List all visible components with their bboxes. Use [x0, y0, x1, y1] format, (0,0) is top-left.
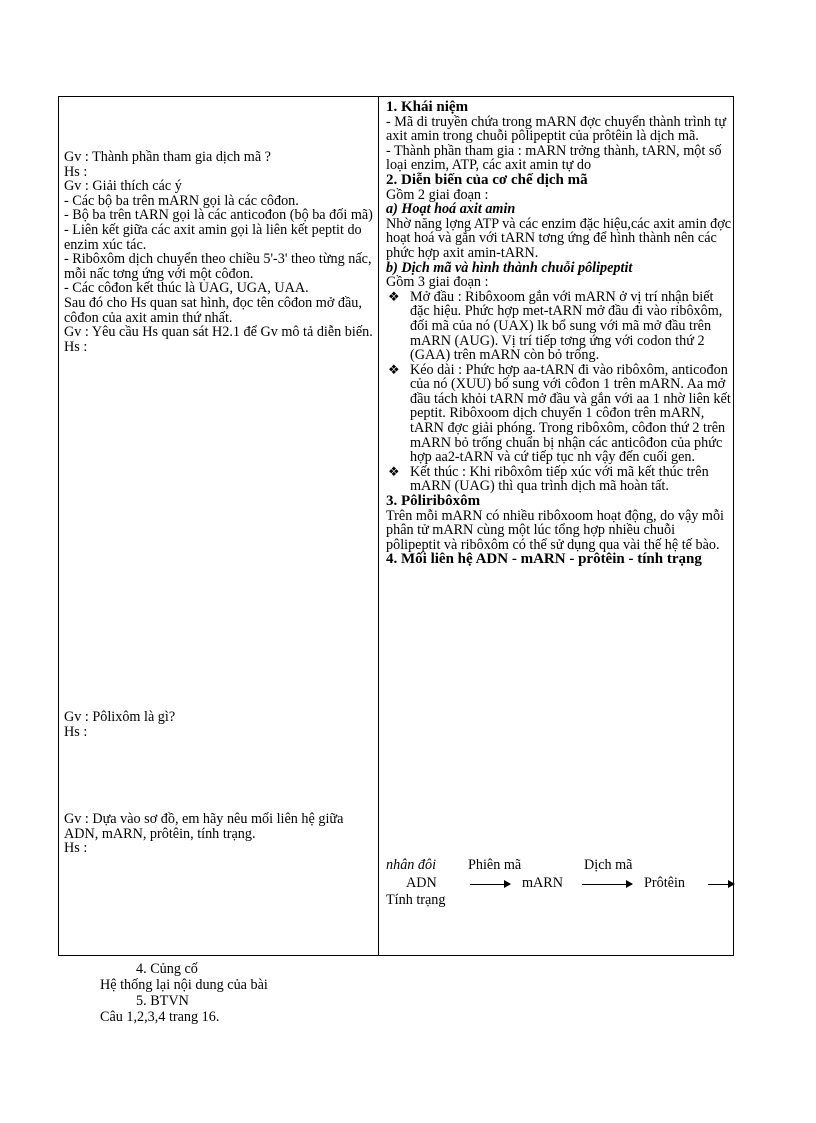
- section-heading: 4. Mối liên hệ ADN - mARN - prôtêin - tính trạng: [386, 551, 702, 568]
- paragraph: Nhờ năng lợng ATP và các enzim đặc hiệu,các axit amin đợc hoạt hoá và gắn với tARN tơng ứng để hình thành nên các phức hợp axit amin-tARN.: [386, 215, 732, 261]
- bullet-text: Mở đầu : Ribôxoom gắn với mARN ở vị trí nhận biết đặc hiệu. Phức hợp met-tARN mở đầu đi vào ribôxôm, đối mã của nó (UAX) lk bổ sung với mã mở đầu trên mARN (AUG). Vị trí tiếp tơng ứng với codon thứ 2 (GAA) trên mARN còn bỏ trống.: [410, 288, 723, 364]
- paragraph: Gồm 3 giai đoạn :: [386, 274, 489, 291]
- diamond-bullet-icon: ❖: [388, 463, 400, 479]
- footer-consolidation-text: Hệ thống lại nội dung của bài: [100, 977, 268, 993]
- column-divider: [378, 96, 379, 956]
- content-column: [386, 100, 732, 567]
- bullet-text: Kéo dài : Phức hợp aa-tARN đi vào ribôxôm, anticođon của nó (XUU) bổ sung với côđon 1 trên mARN. Aa mở đầu tách khỏi tARN mở đầu và gắn với aa 1 nhờ liên kết peptit. Ribôxoom dịch chuyển 1 côđon trên mARN, tARN đợc giải phóng. Trong ribôxôm, côđon thứ 2 trên mARN bỏ trống chuẩn bị nhận các anticôđon của phức hợp aa2-tARN và cứ tiếp tục nh vậy đến cuối gen.: [410, 361, 731, 466]
- left-text: Gv : Yêu cầu Hs quan sát H2.1 để Gv mô tả diễn biến.: [64, 324, 373, 341]
- subsection-heading: a) Hoạt hoá axit amin: [386, 201, 516, 218]
- paragraph: - Mã di truyền chứa trong mARN đợc chuyển thành trình tự axit amin trong chuỗi pôlipeptit của prôtêin là dịch mã.: [386, 113, 727, 145]
- left-text: Gv : Giải thích các ý: [64, 178, 182, 195]
- left-text: Hs :: [64, 840, 88, 857]
- left-text: Hs :: [64, 723, 88, 740]
- label-phien-ma: Phiên mã: [468, 857, 522, 873]
- bullet-item: [386, 465, 732, 494]
- bullet-item: [386, 290, 732, 363]
- left-text: Hs :: [64, 338, 88, 355]
- left-text: - Các côđon kết thúc là UAG, UGA, UAA.: [64, 280, 309, 297]
- bullet-text: Kết thúc : Khi ribôxôm tiếp xúc với mã kết thúc trên mARN (UAG) thì qua trình dịch mã hoàn tất.: [410, 463, 709, 495]
- teacher-activity-block-2: [64, 710, 374, 739]
- arrow-right-icon: [470, 884, 510, 885]
- left-text: Gv : Thành phần tham gia dịch mã ?: [64, 149, 271, 165]
- left-text: - Các bộ ba trên mARN gọi là các côđon.: [64, 192, 299, 209]
- footer-consolidation-heading: 4. Củng cố: [136, 961, 198, 977]
- left-text: - Liên kết giữa các axit amin gọi là liên kết peptit do enzim xúc tác.: [64, 221, 362, 253]
- paragraph: Trên mỗi mARN có nhiều ribôxoom hoạt động, do vậy mỗi phân tử mARN cùng một lúc tổng hợp nhiều chuỗi pôlipeptit và ribôxôm có thể sử dụng qua vài thế hệ tế bào.: [386, 507, 724, 553]
- left-text: - Ribôxôm dịch chuyển theo chiều 5'-3' theo từng nấc, mỗi nấc tơng ứng với một côđon.: [64, 251, 372, 282]
- adn-marn-protein-flow: [386, 858, 736, 908]
- diamond-bullet-icon: ❖: [388, 288, 400, 304]
- arrow-right-icon: [582, 884, 632, 885]
- section-heading: 3. Pôliribôxôm: [386, 493, 481, 510]
- label-nhan-doi: nhân đôi: [386, 857, 437, 873]
- node-marn: mARN: [522, 875, 563, 891]
- left-text: - Bộ ba trên tARN gọi là các anticođon (bộ ba đối mã): [64, 207, 373, 224]
- bullet-item: [386, 363, 732, 465]
- footer-homework-heading: 5. BTVN: [136, 993, 189, 1009]
- left-text: Gv : Pôlixôm là gì?: [64, 709, 176, 725]
- paragraph: - Thành phần tham gia : mARN trởng thành, tARN, một số loại enzim, ATP, các axit amin tự do: [386, 142, 722, 174]
- footer-homework-text: Câu 1,2,3,4 trang 16.: [100, 1009, 220, 1025]
- section-heading: 1. Khái niệm: [386, 99, 469, 115]
- paragraph: Gồm 2 giai đoạn :: [386, 186, 489, 203]
- left-text: Gv : Dựa vào sơ đồ, em hãy nêu mối liên hệ giữa ADN, mARN, prôtêin, tính trạng.: [64, 811, 344, 842]
- node-adn: ADN: [406, 875, 437, 891]
- subsection-heading: b) Dịch mã và hình thành chuỗi pôlipeptit: [386, 259, 633, 276]
- diamond-bullet-icon: ❖: [388, 361, 400, 377]
- node-tinh-trang: Tính trạng: [386, 892, 446, 908]
- left-text: Sau đó cho Hs quan sat hình, đọc tên côđon mở đầu, côđon của axit amin thứ nhất.: [64, 294, 362, 326]
- section-heading: 2. Diễn biến của cơ chế dịch mã: [386, 171, 588, 188]
- label-dich-ma: Dịch mã: [584, 857, 633, 873]
- teacher-activity-block-3: [64, 812, 374, 856]
- node-protein: Prôtêin: [644, 875, 685, 891]
- left-text: Hs :: [64, 163, 88, 180]
- arrow-right-icon: [708, 884, 734, 885]
- teacher-activity-block-1: [64, 150, 374, 354]
